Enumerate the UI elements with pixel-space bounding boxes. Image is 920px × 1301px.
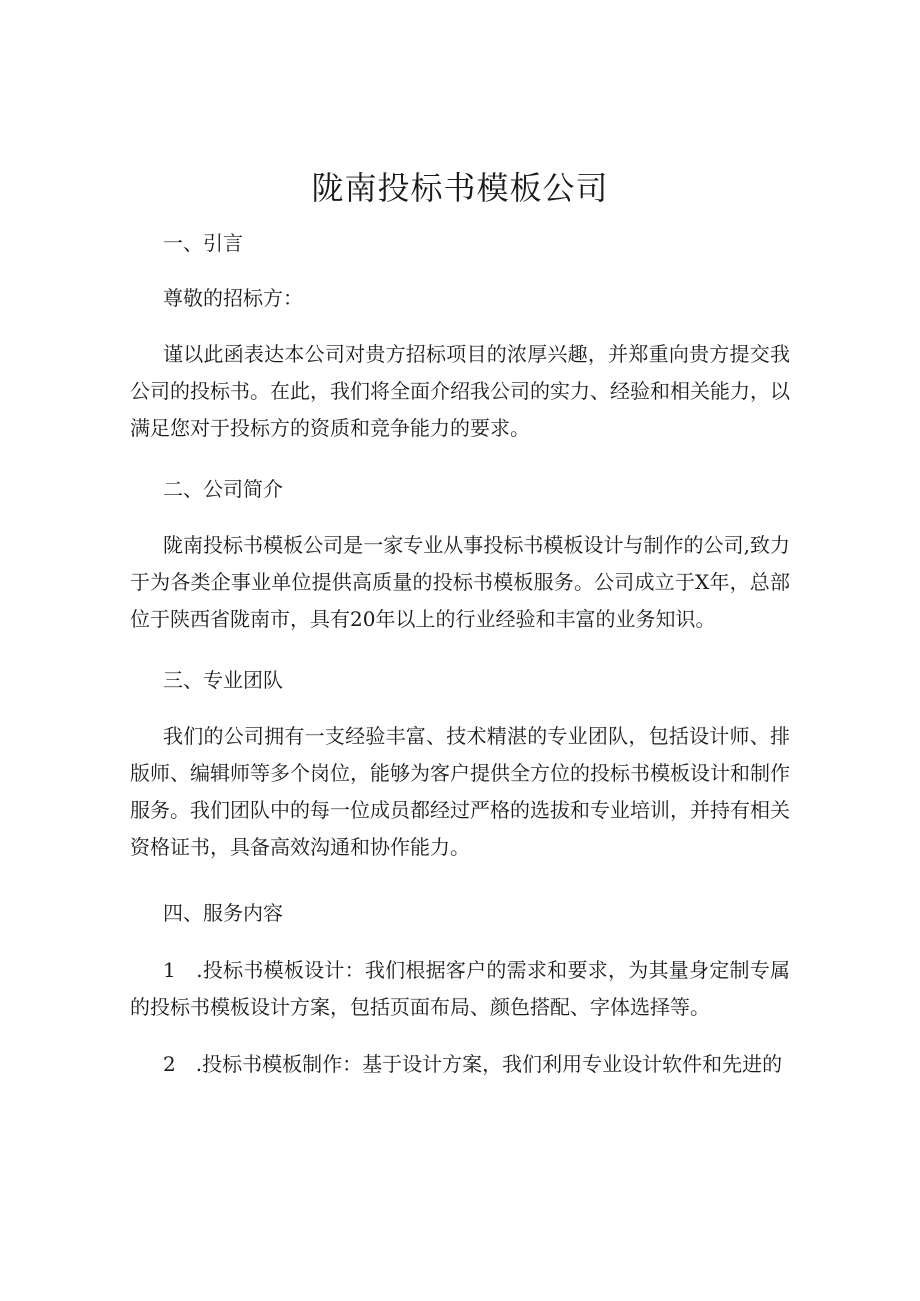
section-heading-team: 三、专业团队 [163,668,283,692]
section-heading-services: 四、服务内容 [163,901,283,925]
document-title: 陇南投标书模板公司 [311,169,609,207]
section-heading-intro: 一、引言 [163,231,243,255]
team-paragraph: 我们的公司拥有一支经验丰富、技术精湛的专业团队，包括设计师、排版师、编辑师等多个岗位，能够为客户提供全方位的投标书模板设计和制作服务。我们团队中的每一位成员都经过严格的选拔和专业培训，并持有相关资格证书，具备高效沟通和协作能力。 [130,724,790,859]
salutation: 尊敬的招标方： [163,286,303,310]
section-heading-company: 二、公司简介 [163,477,283,501]
company-paragraph: 陇南投标书模板公司是一家专业从事投标书模板设计与制作的公司,致力于为各类企事业单位提供高质量的投标书模板服务。公司成立于X年，总部位于陕西省陇南市，具有20年以上的行业经验和丰富的业务知识。 [130,533,790,631]
intro-paragraph: 谨以此函表达本公司对贵方招标项目的浓厚兴趣，并郑重向贵方提交我公司的投标书。在此，我们将全面介绍我公司的实力、经验和相关能力，以满足您对于投标方的资质和竞争能力的要求。 [130,342,790,440]
service-item-design: 1 .投标书模板设计：我们根据客户的需求和要求，为其量身定制专属的投标书模板设计方案，包括页面布局、颜色搭配、字体选择等。 [130,958,790,1019]
service-item-production: 2 .投标书模板制作：基于设计方案，我们利用专业设计软件和先进的 [163,1052,783,1076]
